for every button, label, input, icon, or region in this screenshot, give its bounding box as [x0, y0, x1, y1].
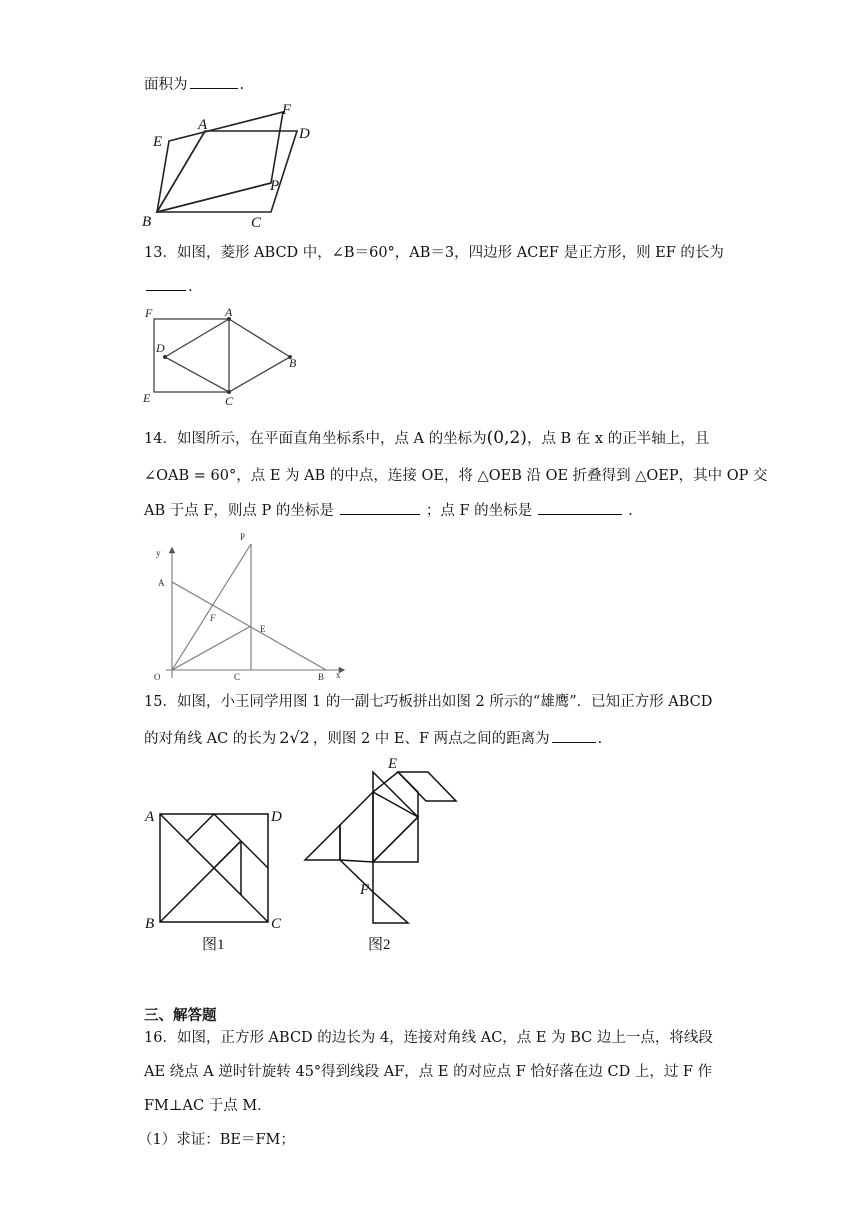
- q15-period: .: [597, 731, 603, 747]
- q15-fig1-caption: 图1: [202, 937, 225, 953]
- q13-line2: [144, 276, 193, 297]
- q12-tail-text: 面积为: [144, 77, 188, 93]
- q12-answer-line: [144, 74, 244, 95]
- q14-label-x: x: [336, 670, 341, 680]
- q14-label-e: E: [260, 624, 266, 634]
- q14-label-c: C: [234, 672, 241, 682]
- q12-label-d: D: [299, 126, 310, 142]
- q14-line1: [144, 428, 709, 449]
- q13-answer-blank: [146, 276, 186, 291]
- q12-label-f: F: [282, 102, 292, 118]
- q15-label-a: A: [145, 809, 155, 825]
- q14-segment-oe: [172, 626, 251, 670]
- q14-figure: [148, 528, 354, 686]
- q15-label-d: D: [271, 809, 282, 825]
- q14-line1-a: 14．如图所示，在平面直角坐标系中，点 A 的坐标为: [144, 431, 487, 447]
- q14-blank-f: [538, 500, 622, 515]
- section-heading: 三、解答题: [144, 1008, 217, 1024]
- q13-label-e: E: [143, 391, 151, 405]
- q15-label-c: C: [271, 916, 282, 932]
- q13-line1: 13．如图，菱形 ABCD 中，∠B＝60°，AB＝3，四边形 ACEF 是正方形，则 EF 的长为: [144, 245, 724, 261]
- q16-line1: 16．如图，正方形 ABCD 的边长为 4，连接对角线 AC，点 E 为 BC 边上一点，将线段: [144, 1030, 713, 1046]
- q13-period: .: [188, 279, 193, 295]
- q15-line2-b: ，则图 2 中 E、F 两点之间的距离为: [312, 731, 550, 747]
- q15-figure: [140, 752, 480, 958]
- q14-period: .: [628, 503, 633, 519]
- q14-line3-b: ；点 F 的坐标是: [425, 503, 533, 519]
- q13-label-a: A: [225, 305, 233, 319]
- q13-figure: [140, 304, 302, 410]
- q15-fig2-eagle: [305, 772, 456, 923]
- q14-label-o: O: [154, 672, 161, 682]
- q12-period: .: [239, 77, 245, 93]
- q12-label-b: B: [142, 214, 152, 230]
- q14-line2: ∠OAB = 60°，点 E 为 AB 的中点，连接 OE，将 △OEB 沿 OE 折叠得到 △OEP，其中 OP 交: [144, 468, 768, 484]
- q13-label-d: D: [156, 341, 165, 355]
- q14-line3: [144, 500, 633, 521]
- q12-figure: [140, 98, 330, 232]
- q15-math-2root2: 2√2: [279, 728, 310, 747]
- q12-label-c: C: [251, 215, 262, 231]
- q13-label-f: F: [145, 306, 153, 320]
- q14-label-b: B: [318, 672, 325, 682]
- q14-label-f: F: [210, 613, 216, 623]
- q15-label-b: B: [145, 916, 155, 932]
- q14-label-p: P: [240, 532, 246, 542]
- q12-label-e: E: [153, 134, 163, 150]
- q15-line2-a: 的对角线 AC 的长为: [144, 731, 277, 747]
- q16-line3: FM⊥AC 于点 M．: [144, 1098, 272, 1114]
- q12-label-p: P: [270, 178, 280, 194]
- q12-segment-bp: [157, 183, 271, 212]
- q14-label-a: A: [158, 578, 165, 588]
- q14-coord-a: (0,2): [486, 428, 527, 448]
- q15-fig2-caption: 图2: [368, 937, 391, 953]
- q13-label-b: B: [289, 356, 297, 370]
- q15-label-f: F: [360, 882, 370, 898]
- q15-label-e: E: [388, 756, 398, 772]
- q14-line1-b: ，点 B 在 x 的正半轴上，且: [526, 431, 710, 447]
- q15-line1: 15．如图，小王同学用图 1 的一副七巧板拼出如图 2 所示的“雄鹰”．已知正方形 ABCD: [144, 694, 713, 710]
- q14-blank-p: [340, 500, 420, 515]
- q12-answer-blank: [190, 74, 238, 89]
- q14-line3-a: AB 于点 F，则点 P 的坐标是: [144, 503, 334, 519]
- q12-parallelogram-ebpf: [157, 112, 283, 212]
- q13-label-c: C: [225, 394, 234, 408]
- q13-rhombus-abcd: [165, 319, 290, 392]
- q15-fig1-tangram: [160, 814, 268, 922]
- q15-line2: [144, 728, 602, 749]
- q16-part1: （1）求证：BE＝FM；: [138, 1132, 295, 1148]
- q12-label-a: A: [198, 117, 208, 133]
- q16-line2: AE 绕点 A 逆时针旋转 45°得到线段 AF，点 E 的对应点 F 恰好落在边 CD 上，过 F 作: [144, 1064, 713, 1080]
- q15-answer-blank: [552, 728, 596, 743]
- q14-label-y: y: [156, 548, 161, 558]
- q12-parallelogram-abcd: [157, 131, 297, 212]
- q14-segment-op: [172, 544, 251, 670]
